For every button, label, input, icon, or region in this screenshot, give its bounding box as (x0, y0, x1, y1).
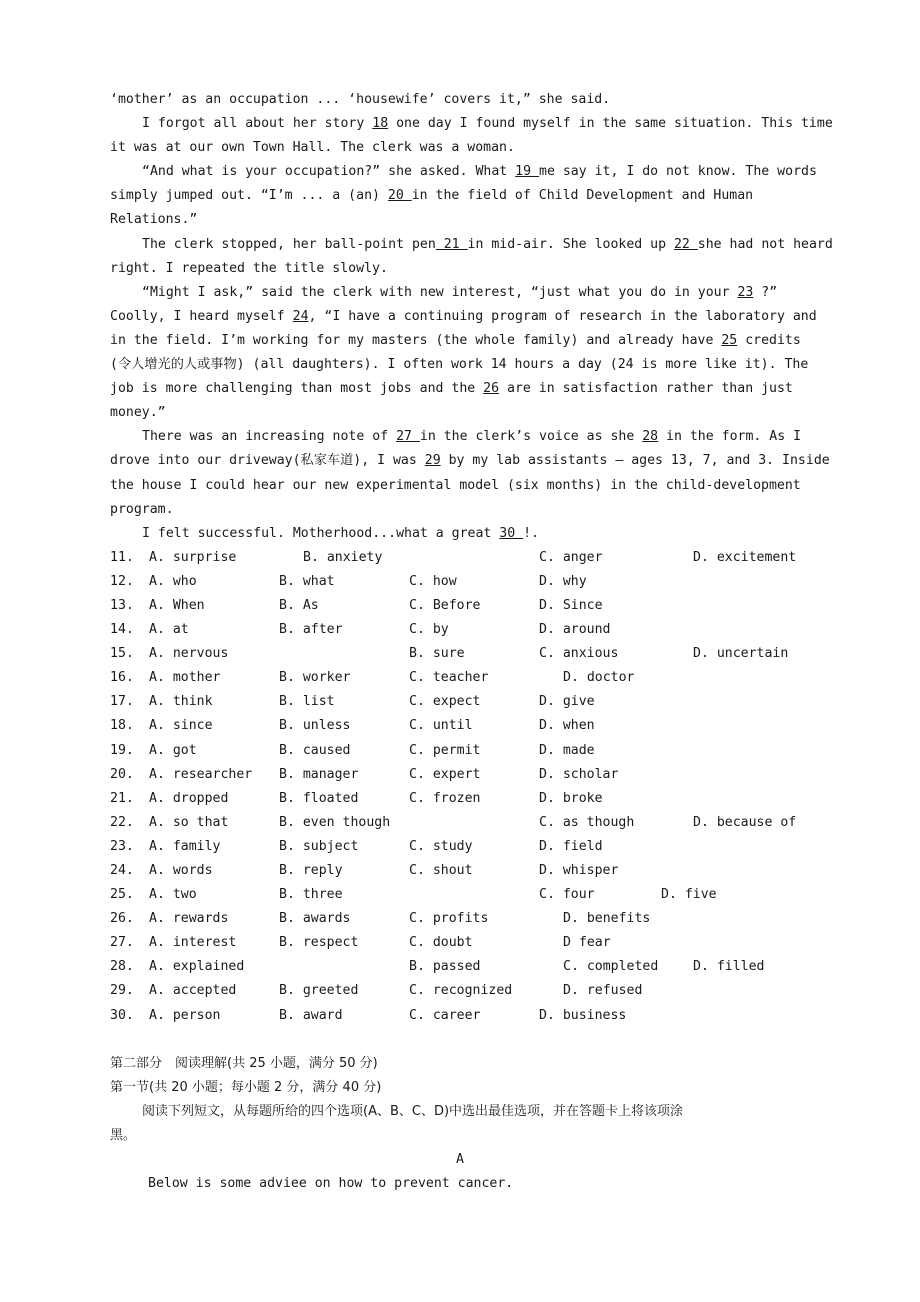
passage-text: !. (523, 525, 539, 541)
answer-option: A. explained (149, 959, 245, 975)
answer-option: D. filled (693, 959, 765, 975)
passage-line (110, 208, 870, 232)
answer-option: B. even though (279, 814, 391, 830)
answer-option: C. frozen (409, 790, 481, 806)
passage-line (110, 136, 870, 160)
passage-text: it was at our own Town Hall. The clerk was a woman. (110, 140, 515, 156)
answer-option: C. anxious (539, 646, 619, 662)
answer-option: A. dropped (149, 790, 229, 806)
question-number: 25. (110, 887, 134, 903)
answer-option: A. researcher (149, 766, 253, 782)
answer-option: C. profits (409, 911, 489, 927)
question-number: 28. (110, 959, 134, 975)
section-heading: 第二部分 阅读理解(共 25 小题，满分 50 分) (110, 1055, 378, 1071)
passage-text: in the field of Child Development and Human (411, 188, 754, 204)
passage-text: in the field. I’m working for my masters (the whole family) and already have (110, 332, 722, 348)
answer-option: B. what (279, 573, 335, 589)
passage-text: , “I have a continuing program of research in the laboratory and (308, 308, 817, 324)
question-number: 16. (110, 670, 134, 686)
answer-option: A. so that (149, 814, 229, 830)
answer-option: C. permit (409, 742, 481, 758)
question-number: 17. (110, 694, 134, 710)
question-row (110, 955, 870, 979)
answer-option: B. award (279, 1007, 343, 1023)
passage-text: Coolly, I heard myself (110, 308, 293, 324)
question-number: 27. (110, 935, 134, 951)
answer-option: A. surprise (149, 549, 237, 565)
answer-option: D. around (539, 622, 611, 638)
question-number: 13. (110, 597, 134, 613)
answer-option: B. passed (409, 959, 481, 975)
passage-text: she had not heard (697, 236, 833, 252)
answer-option: B. sure (409, 646, 465, 662)
answer-option: B. floated (279, 790, 359, 806)
passage-text: by my lab assistants — ages 13, 7, and 3. Inside (440, 453, 830, 469)
answer-option: C. how (409, 573, 457, 589)
passage-text: Relations.” (110, 212, 198, 228)
passage-line (110, 233, 870, 257)
question-row (110, 835, 870, 859)
answer-option: C. four (539, 887, 595, 903)
passage-line (110, 329, 870, 353)
answer-option: D. when (539, 718, 595, 734)
answer-option: B. reply (279, 863, 343, 878)
answer-option: D. why (539, 573, 587, 589)
question-row (110, 690, 870, 714)
passage-text: job is more challenging than most jobs and the (110, 381, 484, 397)
question-number: 26. (110, 911, 134, 927)
answer-option: D. business (539, 1007, 627, 1023)
answer-option: A. accepted (149, 983, 237, 999)
answer-option: C. doubt (409, 935, 473, 951)
passage-text: drove into our driveway(私家车道), I was (110, 453, 425, 469)
answer-option: B. list (279, 694, 335, 710)
cloze-blank: 25 (721, 332, 738, 348)
answer-option: A. two (149, 887, 197, 903)
passage-text: in the clerk’s voice as she (419, 429, 643, 445)
answer-option: C. as though (539, 814, 635, 830)
question-number: 14. (110, 622, 134, 638)
passage-line (110, 160, 870, 184)
passage-text: are in satisfaction rather than just (499, 381, 793, 397)
passage-line (110, 522, 870, 546)
passage-line (110, 353, 870, 377)
question-row (110, 859, 870, 883)
passage-line (110, 449, 870, 473)
passage-text: I felt successful. Motherhood...what a great (142, 525, 500, 541)
answer-option: B. subject (279, 838, 359, 854)
answer-option: B. caused (279, 742, 351, 758)
answer-option: B. awards (279, 911, 351, 927)
question-list (110, 546, 870, 1028)
passage-text: ‘mother’ as an occupation ... ‘housewife’ covers it,” she said. (110, 92, 611, 107)
answer-option: A. rewards (149, 911, 229, 927)
answer-option: C. by (409, 622, 449, 638)
answer-option: C. career (409, 1007, 481, 1023)
answer-option: A. words (149, 863, 213, 878)
answer-option: A. got (149, 742, 197, 758)
passage-text: I forgot all about her story (142, 116, 373, 132)
answer-option: A. When (149, 597, 205, 613)
answer-option: D. whisper (539, 863, 619, 878)
answer-option: B. greeted (279, 983, 359, 999)
cloze-blank: 30 (499, 525, 524, 541)
answer-option: D. field (539, 838, 603, 854)
passage-text: (令人增光的人或事物) (all daughters). I often work 14 hours a day (24 is more like it). The (110, 357, 809, 373)
question-row (110, 979, 870, 1003)
answer-option: A. mother (149, 670, 221, 686)
passage-label: A (456, 1152, 464, 1168)
passage-text: in mid-air. She looked up (467, 236, 674, 252)
answer-option: A. at (149, 622, 189, 638)
passage-line (110, 88, 870, 112)
passage-text: me say it, I do not know. The words (539, 164, 817, 180)
passage-line (110, 377, 870, 401)
answer-option: A. since (149, 718, 213, 734)
question-row (110, 739, 870, 763)
cloze-blank: 22 (673, 236, 698, 252)
question-number: 24. (110, 863, 134, 878)
question-row (110, 787, 870, 811)
answer-option: D. refused (563, 983, 643, 999)
passage-text: There was an increasing note of (142, 429, 397, 445)
answer-option: C. expert (409, 766, 481, 782)
answer-option: B. three (279, 887, 343, 903)
question-row (110, 570, 870, 594)
question-number: 15. (110, 646, 134, 662)
answer-option: C. shout (409, 863, 473, 878)
answer-option: C. Before (409, 597, 481, 613)
instruction-text: 阅读下列短文，从每题所给的四个选项(A、B、C、D)中选出最佳选项，并在答题卡上将该项涂 (142, 1103, 684, 1119)
question-row (110, 618, 870, 642)
passage-text: simply jumped out. “I’m ... a (an) (110, 188, 388, 204)
answer-option: B. unless (279, 718, 351, 734)
question-number: 29. (110, 983, 134, 999)
passage-text: program. (110, 501, 174, 517)
passage-line (110, 184, 870, 208)
cloze-passage (110, 88, 870, 546)
question-row (110, 642, 870, 666)
question-row (110, 714, 870, 738)
answer-option: D. doctor (563, 670, 635, 686)
question-row (110, 883, 870, 907)
passage-text: the house I could hear our new experimental model (six months) in the child-development (110, 477, 801, 493)
question-row (110, 666, 870, 690)
answer-option: B. worker (279, 670, 351, 686)
answer-option: A. person (149, 1007, 221, 1023)
passage-text: “And what is your occupation?” she asked. What (142, 164, 516, 180)
question-row (110, 931, 870, 955)
passage-line (110, 401, 870, 425)
answer-option: B. anxiety (303, 549, 383, 565)
passage-text: credits (737, 332, 801, 348)
question-number: 12. (110, 573, 134, 589)
question-row (110, 594, 870, 618)
cloze-blank: 19 (515, 164, 539, 180)
passage-text: The clerk stopped, her ball-point pen (142, 236, 436, 252)
answer-option: C. completed (563, 959, 659, 975)
answer-option: C. until (409, 718, 473, 734)
question-number: 19. (110, 742, 134, 758)
passage-text: right. I repeated the title slowly. (110, 260, 388, 276)
passage-intro: Below is some adviee on how to prevent cancer. (148, 1176, 514, 1192)
passage-text: ?” (753, 284, 778, 300)
answer-option: B. manager (279, 766, 359, 782)
answer-option: A. family (149, 838, 221, 854)
question-number: 23. (110, 838, 134, 854)
question-row (110, 546, 870, 570)
question-number: 22. (110, 814, 134, 830)
answer-option: D fear (563, 935, 611, 951)
cloze-blank: 23 (737, 284, 754, 300)
answer-option: C. recognized (409, 983, 513, 999)
answer-option: A. nervous (149, 646, 229, 662)
question-row (110, 811, 870, 835)
cloze-blank: 20 (387, 188, 412, 204)
passage-line (110, 112, 870, 136)
cloze-blank: 28 (642, 429, 659, 445)
answer-option: D. give (539, 694, 595, 710)
cloze-blank: 18 (372, 116, 389, 132)
answer-option: D. excitement (693, 549, 797, 565)
cloze-blank: 21 (435, 236, 468, 252)
exam-page (110, 88, 870, 1196)
instruction-text-cont: 黑。 (110, 1127, 137, 1143)
question-row (110, 763, 870, 787)
answer-option: D. benefits (563, 911, 651, 927)
answer-option: B. As (279, 597, 319, 613)
passage-line (110, 474, 870, 498)
passage-text: in the form. As I (658, 429, 802, 445)
passage-line (110, 425, 870, 449)
answer-option: D. uncertain (693, 646, 789, 662)
answer-option: C. teacher (409, 670, 489, 686)
question-number: 30. (110, 1007, 134, 1023)
question-number: 18. (110, 718, 134, 734)
passage-text: one day I found myself in the same situation. This time (388, 116, 833, 132)
question-number: 21. (110, 790, 134, 806)
answer-option: D. broke (539, 790, 603, 806)
cloze-blank: 26 (483, 381, 500, 397)
cloze-blank: 27 (396, 429, 420, 445)
question-number: 11. (110, 549, 134, 565)
passage-line (110, 281, 870, 305)
answer-option: A. think (149, 694, 213, 710)
answer-option: D. because of (693, 814, 797, 830)
answer-option: B. respect (279, 935, 359, 951)
passage-line (110, 498, 870, 522)
answer-option: D. five (661, 887, 717, 903)
answer-option: D. scholar (539, 766, 619, 782)
passage-line (110, 305, 870, 329)
answer-option: A. who (149, 573, 197, 589)
answer-option: B. after (279, 622, 343, 638)
section-subheading: 第一节(共 20 小题；每小题 2 分，满分 40 分) (110, 1079, 382, 1095)
passage-text: “Might I ask,” said the clerk with new interest, “just what you do in your (142, 284, 738, 300)
answer-option: C. study (409, 838, 473, 854)
passage-line (110, 257, 870, 281)
question-number: 20. (110, 766, 134, 782)
cloze-blank: 24 (292, 308, 309, 324)
answer-option: A. interest (149, 935, 237, 951)
answer-option: C. anger (539, 549, 603, 565)
question-row (110, 1004, 870, 1028)
cloze-blank: 29 (424, 453, 441, 469)
answer-option: D. made (539, 742, 595, 758)
question-row (110, 907, 870, 931)
passage-text: money.” (110, 405, 166, 421)
answer-option: C. expect (409, 694, 481, 710)
answer-option: D. Since (539, 597, 603, 613)
